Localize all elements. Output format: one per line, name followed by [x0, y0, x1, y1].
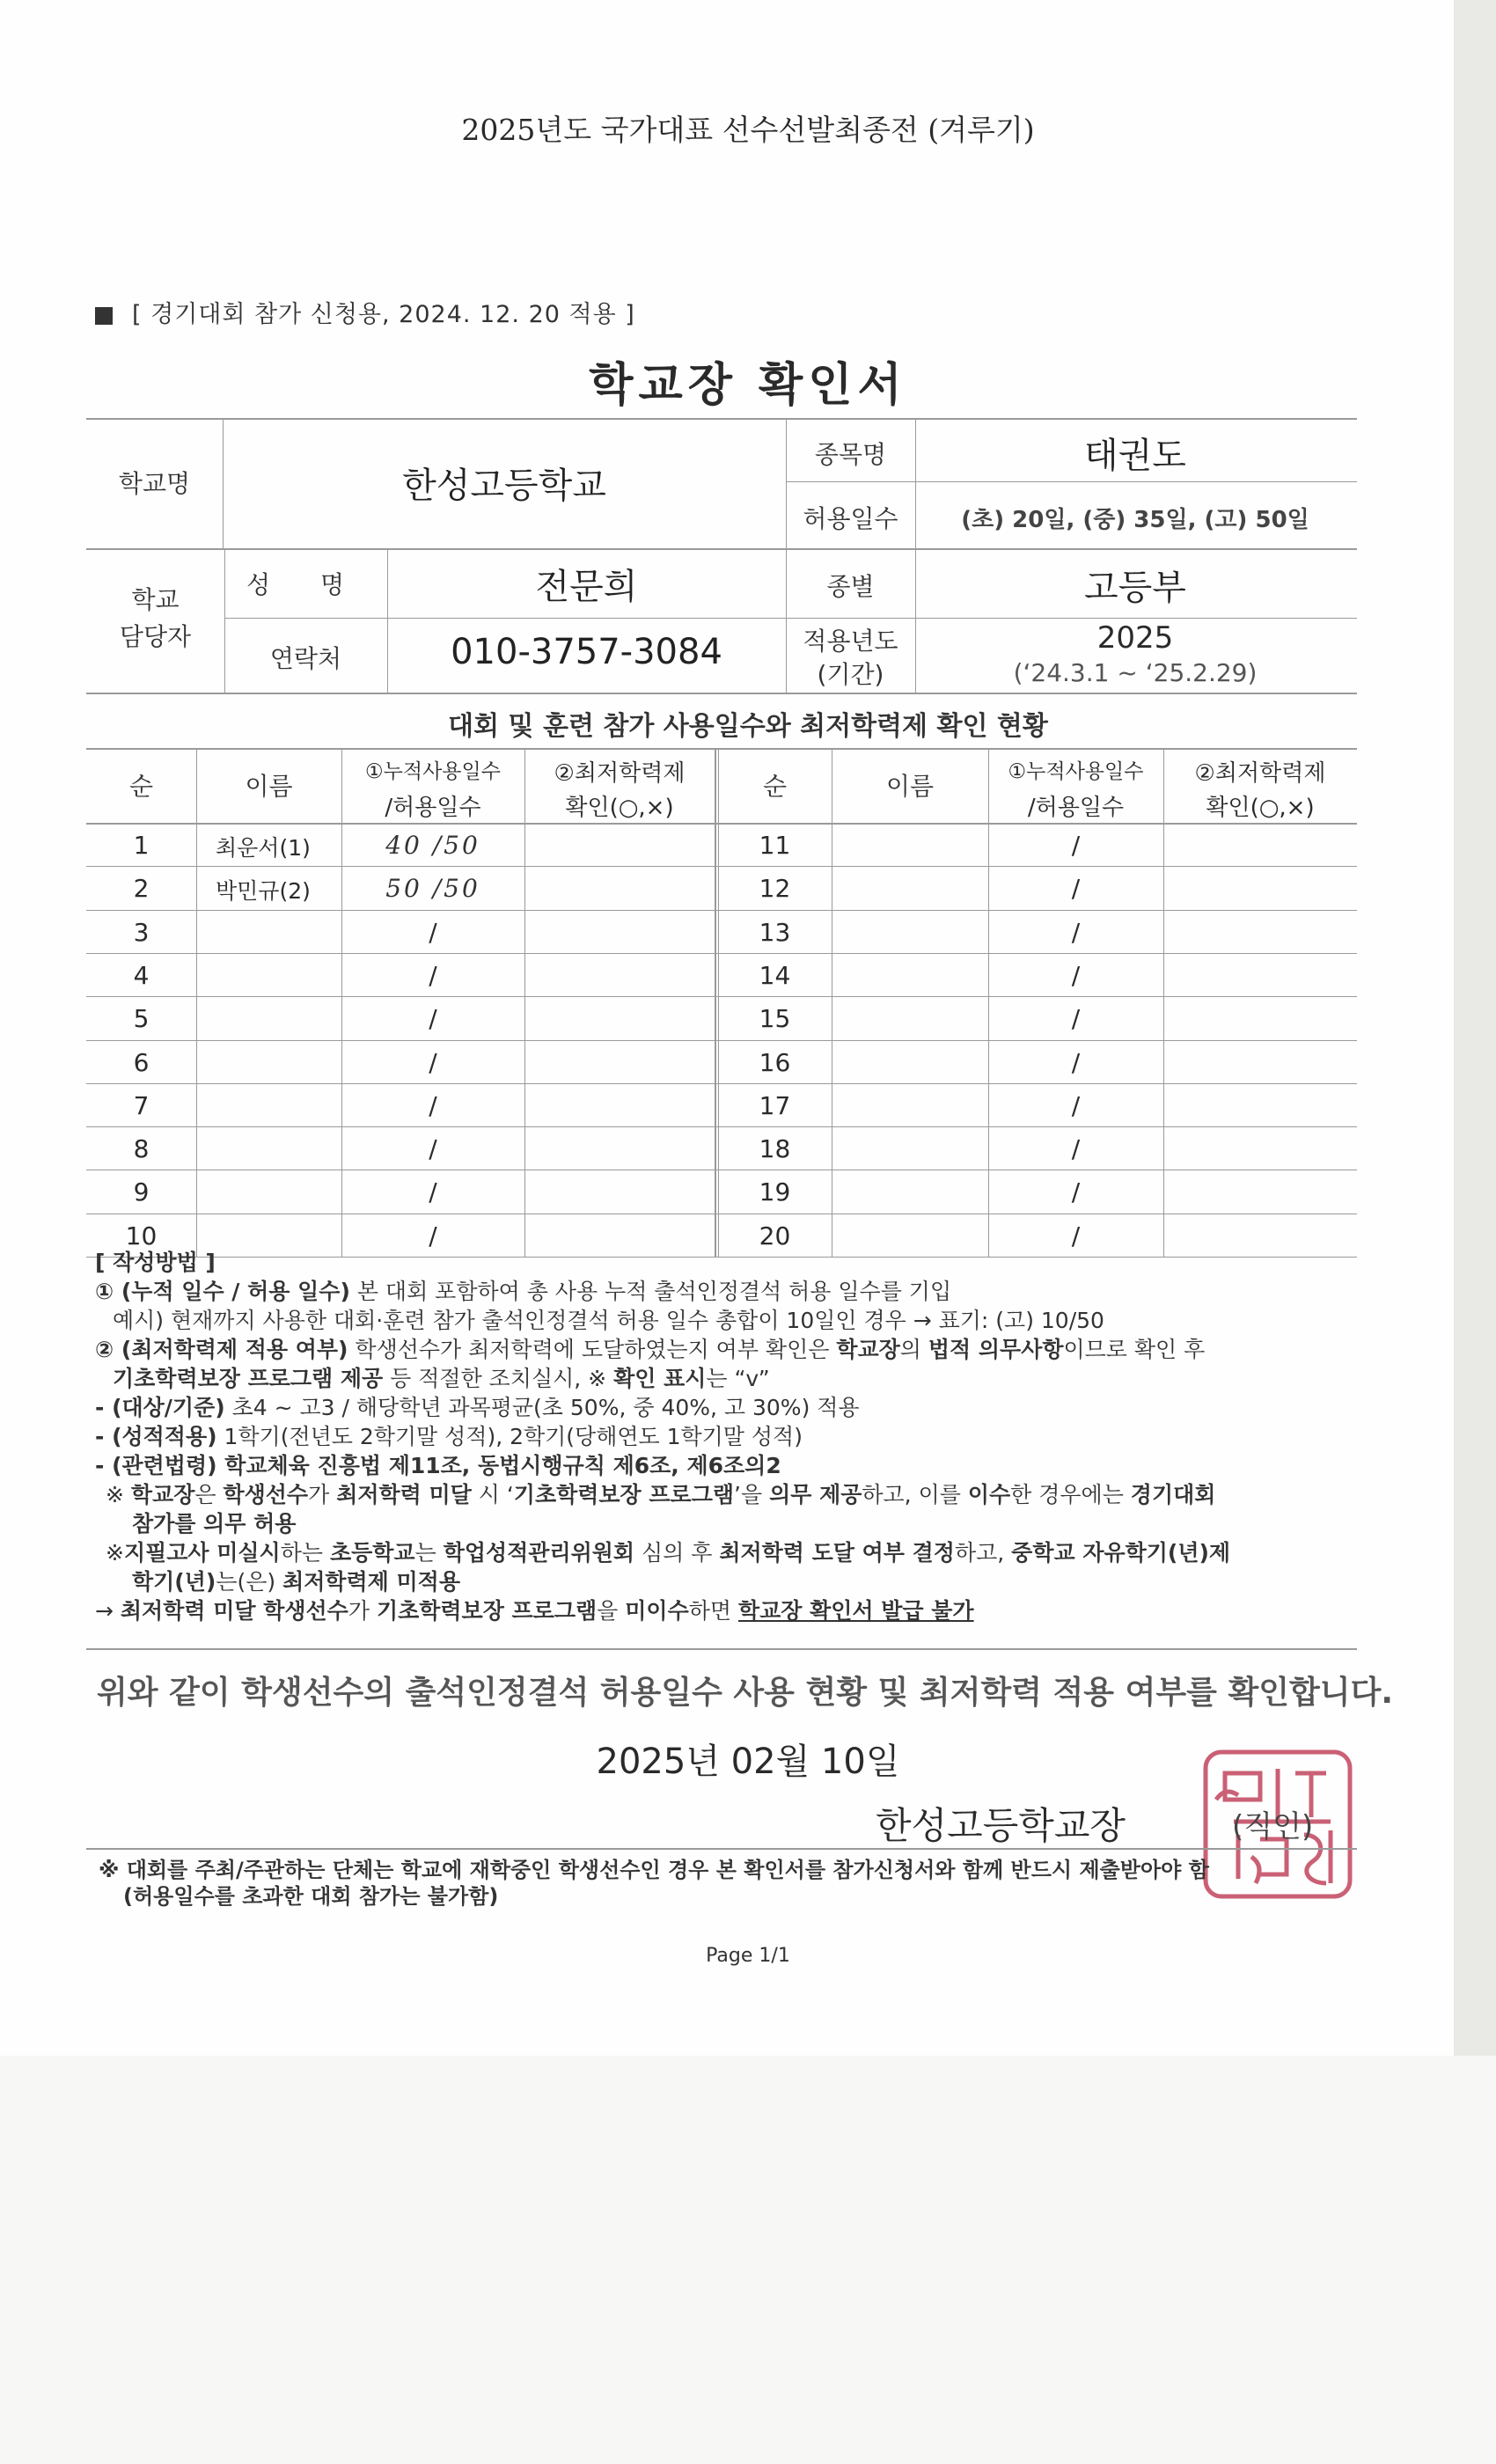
row-number: 19: [759, 1177, 791, 1206]
contact-group-label: 학교: [131, 585, 180, 614]
criteria-grades: - (성적적용) 1학기(전년도 2학기말 성적), 2학기(당해연도 1학기말 성적): [95, 1424, 803, 1449]
school-name-value: 한성고등학교: [402, 466, 606, 506]
division-value: 고등부: [1084, 568, 1186, 608]
row-days: /: [1071, 1048, 1081, 1077]
row-number: 14: [759, 961, 791, 990]
square-bullet-icon: [95, 307, 113, 325]
allowed-days-label: 허용일수: [803, 504, 898, 533]
row-name: 최운서(1): [216, 835, 311, 861]
sport-value: 태권도: [1084, 436, 1186, 476]
row-days: /: [429, 918, 437, 947]
row-days: /: [429, 1134, 437, 1163]
principal-duty-note: ※ 학교장은 학생선수가 최저학력 미달 시 ‘기초학력보장 프로그램’을 의무 제공하고, 이를 이수한 경우에는 경기대회: [106, 1482, 1216, 1507]
row-number: 3: [133, 918, 150, 947]
footnote-line-1: ※ 대회를 주최/주관하는 단체는 학교에 재학중인 학생선수인 경우 본 확인서를 참가신청서와 함께 반드시 제출받아야 함: [99, 1858, 1209, 1882]
col-min-header-right: ②최저학력제: [1194, 760, 1326, 787]
row-days: 40 /50: [385, 831, 480, 860]
row-days: /: [1071, 1221, 1081, 1250]
elementary-note: ※지필고사 미실시하는 초등학교는 학업성적관리위원회 심의 후 최저학력 도달 여부 결정하고, 중학교 자유학기(년)제: [106, 1540, 1231, 1566]
row-days: /: [1071, 1134, 1081, 1163]
principal-title: 한성고등학교장: [876, 1804, 1126, 1847]
row-days: /: [429, 1221, 437, 1250]
person-name-label: 성 명: [246, 570, 365, 599]
col-name-header-right: 이름: [885, 772, 935, 801]
period-value: (‘24.3.1 ~ ‘25.2.29): [1013, 658, 1258, 687]
instruction-1: ① (누적 일수 / 허용 일수) 본 대회 포함하여 총 사용 누적 출석인정결석 허용 일수를 기입: [95, 1279, 952, 1304]
row-days: /: [429, 961, 437, 990]
instruction-1-example: 예시) 현재까지 사용한 대회·훈련 참가 출석인정결석 허용 일수 총합이 10일인 경우 → 표기: (고) 10/50: [113, 1308, 1104, 1333]
row-number: 16: [759, 1048, 791, 1077]
row-number: 13: [759, 918, 791, 947]
row-days: /: [1071, 918, 1081, 947]
sport-label: 종목명: [814, 440, 887, 469]
footnote: [99, 1857, 1209, 1910]
row-days: /: [1071, 874, 1081, 903]
row-number: 5: [133, 1004, 150, 1033]
row-number: 12: [759, 874, 791, 903]
row-number: 2: [133, 874, 150, 903]
criteria-law: - (관련법령) 학교체육 진흥법 제11조, 동법시행규칙 제6조, 제6조의2: [95, 1453, 781, 1478]
col-no-header-right: 순: [762, 772, 788, 801]
row-number: 1: [133, 831, 150, 860]
row-number: 20: [759, 1221, 791, 1250]
contact-group-label-2: 담당자: [119, 622, 192, 651]
footnote-divider: [86, 1848, 1357, 1850]
division-label: 종별: [826, 572, 875, 601]
row-days: /: [429, 1004, 437, 1033]
row-number: 10: [125, 1221, 158, 1250]
col-days-header: ①누적사용일수: [365, 760, 501, 783]
application-notice: [95, 295, 635, 329]
person-name-value: 전문희: [535, 567, 638, 607]
writing-instructions: [95, 1248, 1371, 1625]
row-number: 4: [133, 961, 150, 990]
year-label: 적용년도: [803, 627, 898, 656]
criteria-target: - (대상/기준) 초4 ~ 고3 / 해당학년 과목평균(초 50%, 중 40%, 고 30%) 적용: [95, 1395, 860, 1420]
confirmation-statement: 위와 같이 학생선수의 출석인정결석 허용일수 사용 현황 및 최저학력 적용 여부를 확인합니다.: [97, 1675, 1394, 1711]
row-days: /: [429, 1048, 437, 1077]
instructions-heading: [ 작성방법 ]: [95, 1250, 216, 1275]
notice-text: [ 경기대회 참가 신청용, 2024. 12. 20 적용 ]: [132, 301, 635, 328]
row-number: 7: [133, 1091, 150, 1120]
row-days: 50 /50: [385, 874, 480, 903]
section-divider: [86, 1648, 1357, 1650]
allowed-days-value: (초) 20일, (중) 35일, (고) 50일: [961, 507, 1309, 533]
row-number: 15: [759, 1004, 791, 1033]
col-min-header-right-2: 확인(○,×): [1206, 795, 1315, 821]
row-days: /: [429, 1177, 437, 1206]
row-number: 6: [133, 1048, 150, 1077]
instruction-2-line-2: 기초학력보장 프로그램 제공 등 적절한 조치실시, ※ 확인 표시는 “v”: [113, 1366, 770, 1391]
col-name-header: 이름: [245, 772, 293, 801]
document-header: 2025년도 국가대표 선수선발최종전 (겨루기): [461, 113, 1035, 147]
seal-label: (직인): [1232, 1809, 1314, 1844]
issuance-warning: → 최저학력 미달 학생선수가 기초학력보장 프로그램을 미이수하면 학교장 확인서 발급 불가: [95, 1598, 974, 1624]
row-days: /: [1071, 1004, 1081, 1033]
year-period-label: (기간): [817, 660, 884, 689]
row-number: 17: [759, 1091, 791, 1120]
row-number: 9: [133, 1177, 150, 1206]
row-days: /: [1071, 961, 1081, 990]
phone-value: 010-3757-3084: [451, 632, 722, 672]
row-name: 박민규(2): [216, 878, 311, 904]
instruction-2: ② (최저학력제 적용 여부) 학생선수가 최저학력에 도달하였는지 여부 확인은 학교장의 법적 의무사항이므로 확인 후: [95, 1337, 1206, 1362]
row-days: /: [429, 1091, 437, 1120]
row-days: /: [1071, 1177, 1081, 1206]
col-days-header-2: /허용일수: [385, 795, 481, 821]
school-name-label: 학교명: [118, 469, 191, 498]
col-min-header: ②최저학력제: [554, 760, 686, 787]
row-days: /: [1071, 1091, 1081, 1120]
document-title: 학교장 확인서: [589, 359, 907, 412]
row-number: 18: [759, 1134, 791, 1163]
footnote-line-2: (허용일수를 초과한 대회 참가는 불가함): [123, 1884, 499, 1909]
col-min-header-2: 확인(○,×): [565, 795, 674, 821]
phone-label: 연락처: [269, 644, 342, 673]
page-number: Page 1/1: [706, 1945, 790, 1967]
usage-table-title: 대회 및 훈련 참가 사용일수와 최저학력제 확인 현황: [448, 711, 1048, 742]
col-days-header-right-2: /허용일수: [1027, 795, 1125, 821]
elementary-note-2: 학기(년)는(은) 최저학력제 미적용: [132, 1569, 460, 1595]
row-number: 8: [133, 1134, 150, 1163]
row-number: 11: [759, 831, 791, 860]
row-days: /: [1071, 831, 1081, 860]
year-value: 2025: [1096, 620, 1174, 656]
principal-duty-note-2: 참가를 의무 허용: [132, 1511, 297, 1536]
col-no-header: 순: [128, 772, 154, 801]
col-days-header-right: ①누적사용일수: [1008, 760, 1144, 783]
issue-date: 2025년 02월 10일: [596, 1742, 900, 1782]
